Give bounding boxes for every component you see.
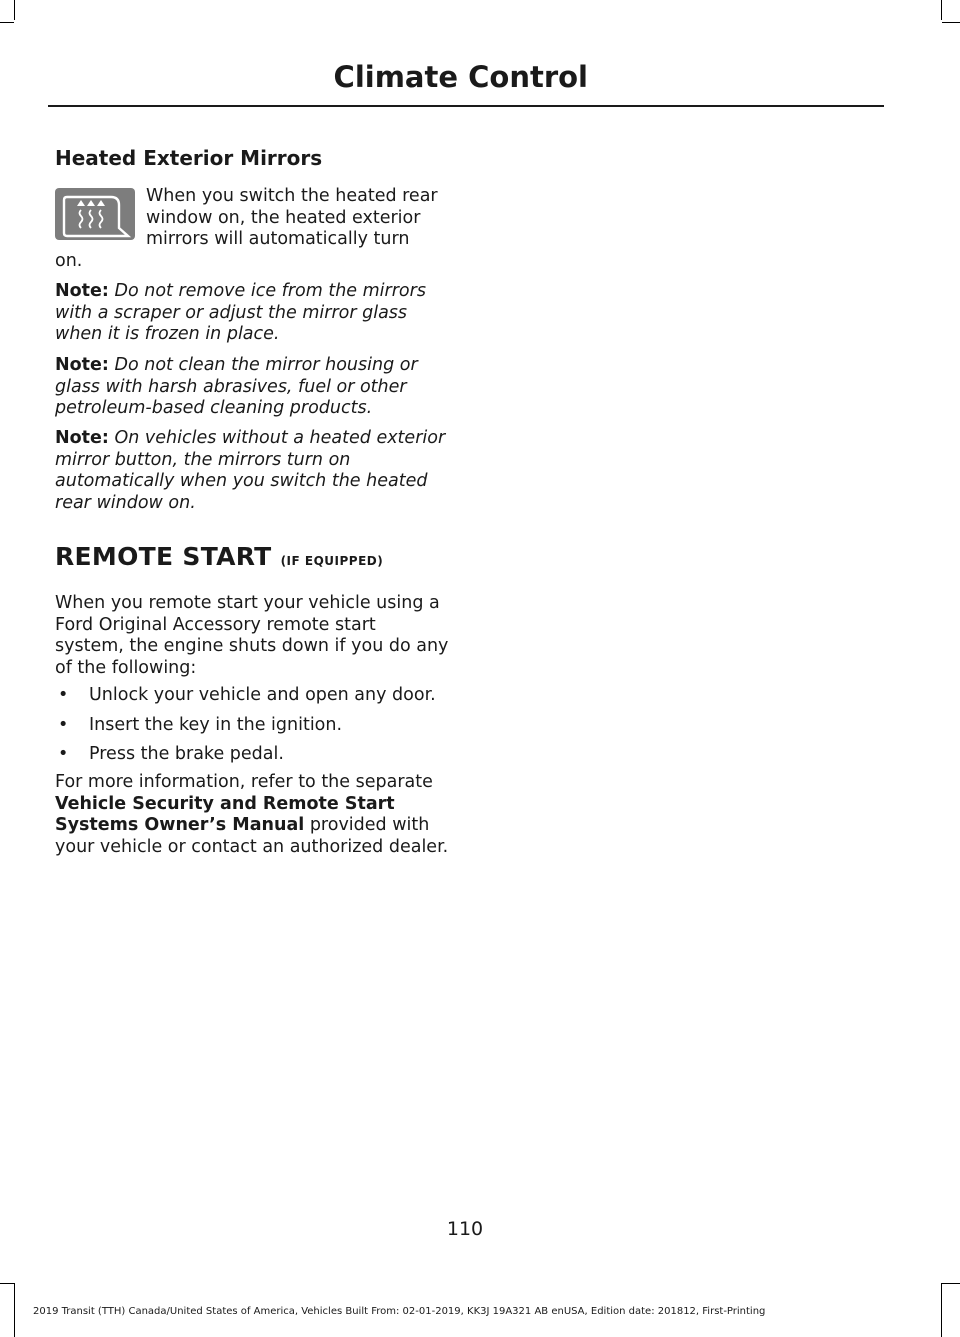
remote-start-intro: When you remote start your vehicle using a Ford Original Accessory remote start system, the engine shuts down if you do any of the following: — [55, 593, 449, 678]
list-item — [55, 685, 455, 707]
reference-text: provided with your vehicle or contact an authorized dealer. — [55, 815, 449, 857]
crop-mark — [941, 0, 942, 20]
heated-rear-window-icon — [55, 188, 135, 240]
intro-line: When you switch the heated rear — [146, 186, 438, 206]
list-item-text: Insert the key in the ignition. — [89, 714, 343, 735]
footer-text: 2019 Transit (TTH) Canada/United States of America, Vehicles Built From: 02-01-2019, KK3J 19A321 AB enUSA, Edition date: 201812, First-Printing — [33, 1306, 766, 1317]
crop-mark — [942, 22, 960, 23]
note-text: Do not remove ice from the mirrors with a scraper or adjust the mirror glass when it is frozen in place. — [55, 281, 426, 344]
note-text: Do not clean the mirror housing or glass with harsh abrasives, fuel or other petroleum-based cleaning products. — [55, 355, 418, 418]
crop-mark — [0, 1283, 14, 1284]
note-paragraph — [55, 355, 450, 420]
if-equipped-tag: (IF EQUIPPED) — [280, 554, 384, 568]
page-title: Climate Control — [333, 60, 588, 94]
note-label: Note: — [55, 428, 109, 448]
crop-mark — [14, 1283, 15, 1337]
crop-mark — [941, 1283, 942, 1337]
crop-mark — [942, 1283, 960, 1284]
list-item-text: Unlock your vehicle and open any door. — [89, 685, 436, 705]
reference-text: For more information, refer to the separate — [55, 772, 433, 792]
section-heading-remote-start — [55, 542, 450, 571]
intro-tail: on. — [55, 251, 83, 271]
note-paragraph — [55, 281, 450, 346]
reference-paragraph — [55, 772, 450, 858]
remote-start-title: REMOTE START — [55, 542, 272, 571]
page-number: 110 — [446, 1218, 484, 1240]
bullet: • — [58, 744, 69, 764]
bullet: • — [58, 714, 69, 735]
note-paragraph — [55, 428, 450, 514]
header-rule — [48, 105, 884, 107]
note-label: Note: — [55, 355, 109, 375]
intro-line: mirrors will automatically turn — [146, 229, 410, 249]
list-item — [55, 715, 455, 737]
note-label: Note: — [55, 281, 109, 301]
list-item-text: Press the brake pedal. — [89, 744, 284, 764]
intro-line: window on, the heated exterior — [146, 207, 421, 228]
note-text: On vehicles without a heated exterior mirror button, the mirrors turn on automatically when you switch the heated rear window on. — [55, 428, 446, 513]
crop-mark — [0, 22, 14, 23]
manual-title: Vehicle Security and Remote Start Systems Owner’s Manual — [55, 793, 395, 835]
list-item — [55, 744, 455, 766]
crop-mark — [14, 0, 15, 20]
bullet: • — [58, 685, 69, 705]
condition-list — [55, 685, 455, 774]
section-heading-heated-mirrors: Heated Exterior Mirrors — [55, 146, 323, 170]
